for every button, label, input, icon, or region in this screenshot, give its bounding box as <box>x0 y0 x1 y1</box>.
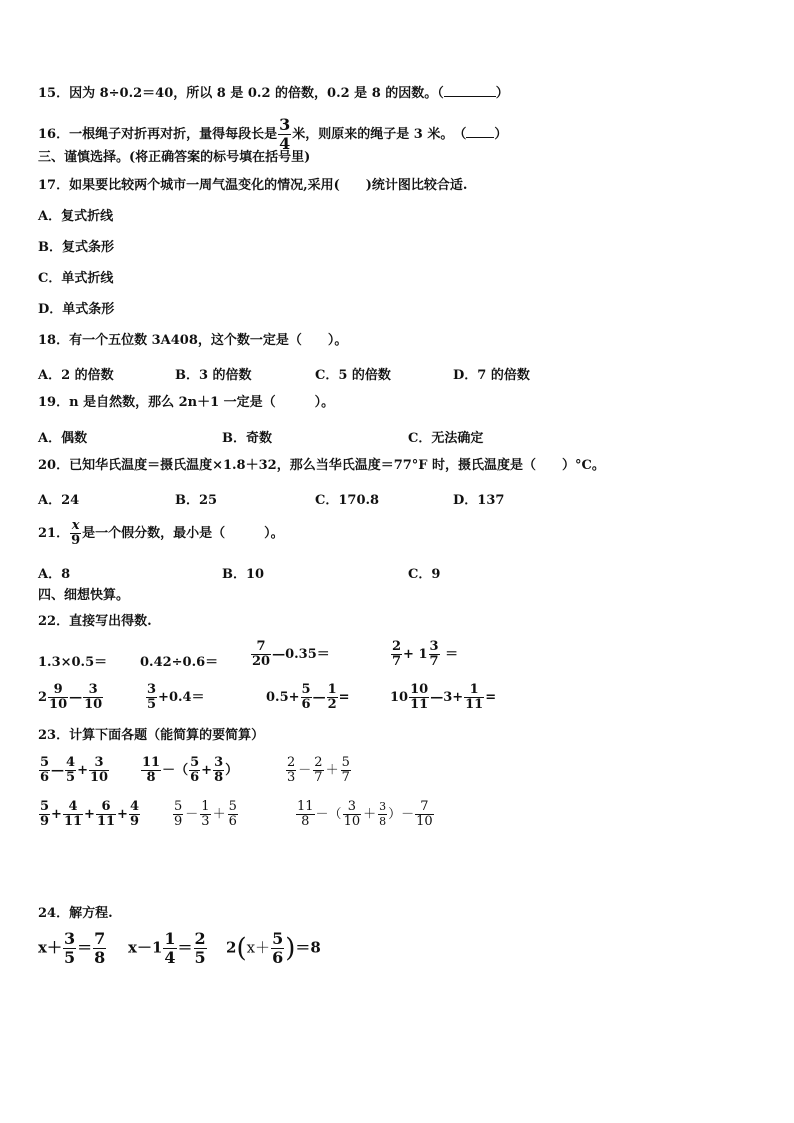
section-4-heading: 四、细想快算。 <box>38 588 130 603</box>
expr-e: $\frac{5}{9}$ － $\frac{1}{3}$ ＋ $\frac{5}{6}$ <box>174 799 237 829</box>
equation-1: x＋ $\frac{3}{5}$ ＝ $\frac{7}{8}$ <box>38 929 106 967</box>
option-b[interactable]: B．3 的倍数 <box>175 368 252 383</box>
section-3-heading: 三、谨慎选择。(将正确答案的标号填在括号里) <box>38 150 311 165</box>
option-a[interactable]: A．2 的倍数 <box>38 368 114 383</box>
question-24-title: 24．解方程. <box>38 906 113 921</box>
option-d[interactable]: D．137 <box>453 493 505 508</box>
expr-c: $\frac{2}{3}$ － $\frac{2}{7}$ ＋ $\frac{5}{7}$ <box>287 755 350 785</box>
calc-8: 10 $\frac{10}{11}$ —3+ $\frac{1}{11}$ = <box>390 682 497 712</box>
equation-2: x－1 $\frac{1}{4}$ ＝ $\frac{2}{5}$ <box>128 929 206 967</box>
option-b[interactable]: B．10 <box>222 567 265 582</box>
option-c[interactable]: C．170.8 <box>315 493 380 508</box>
calc-5: 2 $\frac{9}{10}$ — $\frac{3}{10}$ <box>38 682 103 712</box>
option-b[interactable]: B．复式条形 <box>38 240 114 255</box>
fraction: $\frac{3}{4}$ <box>279 115 291 153</box>
expr-f: $\frac{11}{8}$ －（ $\frac{3}{10}$ ＋ $\frac{3}{8}$ ）－ $\frac{7}{10}$ <box>297 799 433 829</box>
calc-6: $\frac{3}{5}$ +0.4＝ <box>147 682 205 712</box>
calc-3: $\frac{7}{20}$ —0.35＝ <box>252 639 330 669</box>
option-d[interactable]: D．7 的倍数 <box>453 368 530 383</box>
option-b[interactable]: B．奇数 <box>222 431 272 446</box>
option-c[interactable]: C．单式折线 <box>38 271 114 286</box>
option-c[interactable]: C．9 <box>408 567 441 582</box>
option-a[interactable]: A．复式折线 <box>38 209 114 224</box>
answer-blank[interactable] <box>466 125 494 138</box>
equation-3: 2(x＋ $\frac{5}{6}$ )＝8 <box>226 929 321 967</box>
question-18: 18．有一个五位数 3A408，这个数一定是（ ）。 <box>38 333 348 348</box>
calc-2: 0.42÷0.6＝ <box>140 655 219 670</box>
question-23-title: 23．计算下面各题（能简算的要简算） <box>38 728 265 743</box>
option-a[interactable]: A．24 <box>38 493 80 508</box>
option-c[interactable]: C．5 的倍数 <box>315 368 391 383</box>
answer-blank[interactable] <box>444 84 496 97</box>
question-15: 15．因为 8÷0.2＝40，所以 8 是 0.2 的倍数，0.2 是 8 的因数。（ ） <box>38 86 509 101</box>
question-17: 17．如果要比较两个城市一周气温变化的情况,采用( )统计图比较合适. <box>38 178 468 193</box>
expr-d: $\frac{5}{9}$ + $\frac{4}{11}$ + $\frac{6}{11}$ + $\frac{4}{9}$ <box>40 799 139 829</box>
option-a[interactable]: A．偶数 <box>38 431 88 446</box>
calc-4: $\frac{2}{7}$ + 1 $\frac{3}{7}$ ＝ <box>392 639 459 669</box>
expr-a: $\frac{5}{6}$ — $\frac{4}{5}$ + $\frac{3}{10}$ <box>40 755 109 785</box>
expr-b: $\frac{11}{8}$ －（ $\frac{5}{6}$ + $\frac{3}{8}$ ） <box>142 755 239 785</box>
option-b[interactable]: B．25 <box>175 493 218 508</box>
calc-7: 0.5+ $\frac{5}{6}$ — $\frac{1}{2}$ = <box>266 682 350 712</box>
option-d[interactable]: D．单式条形 <box>38 302 115 317</box>
option-a[interactable]: A．8 <box>38 567 71 582</box>
question-22-title: 22．直接写出得数. <box>38 614 152 629</box>
question-20: 20．已知华氏温度＝摄氏温度×1.8＋32，那么当华氏温度＝77°F 时，摄氏温度是（ ）°C。 <box>38 458 605 473</box>
question-21: 21． $\frac{x}{9}$ 是一个假分数，最小是（ ）。 <box>38 518 284 548</box>
question-16: 16．一根绳子对折再对折，量得每段长是 $\frac{3}{4}$ 米，则原来的绳子是 3 米。 （ ） <box>38 115 508 153</box>
question-19: 19．n 是自然数，那么 2n＋1 一定是（ ）。 <box>38 395 335 410</box>
calc-1: 1.3×0.5＝ <box>38 655 108 670</box>
option-c[interactable]: C．无法确定 <box>408 431 484 446</box>
